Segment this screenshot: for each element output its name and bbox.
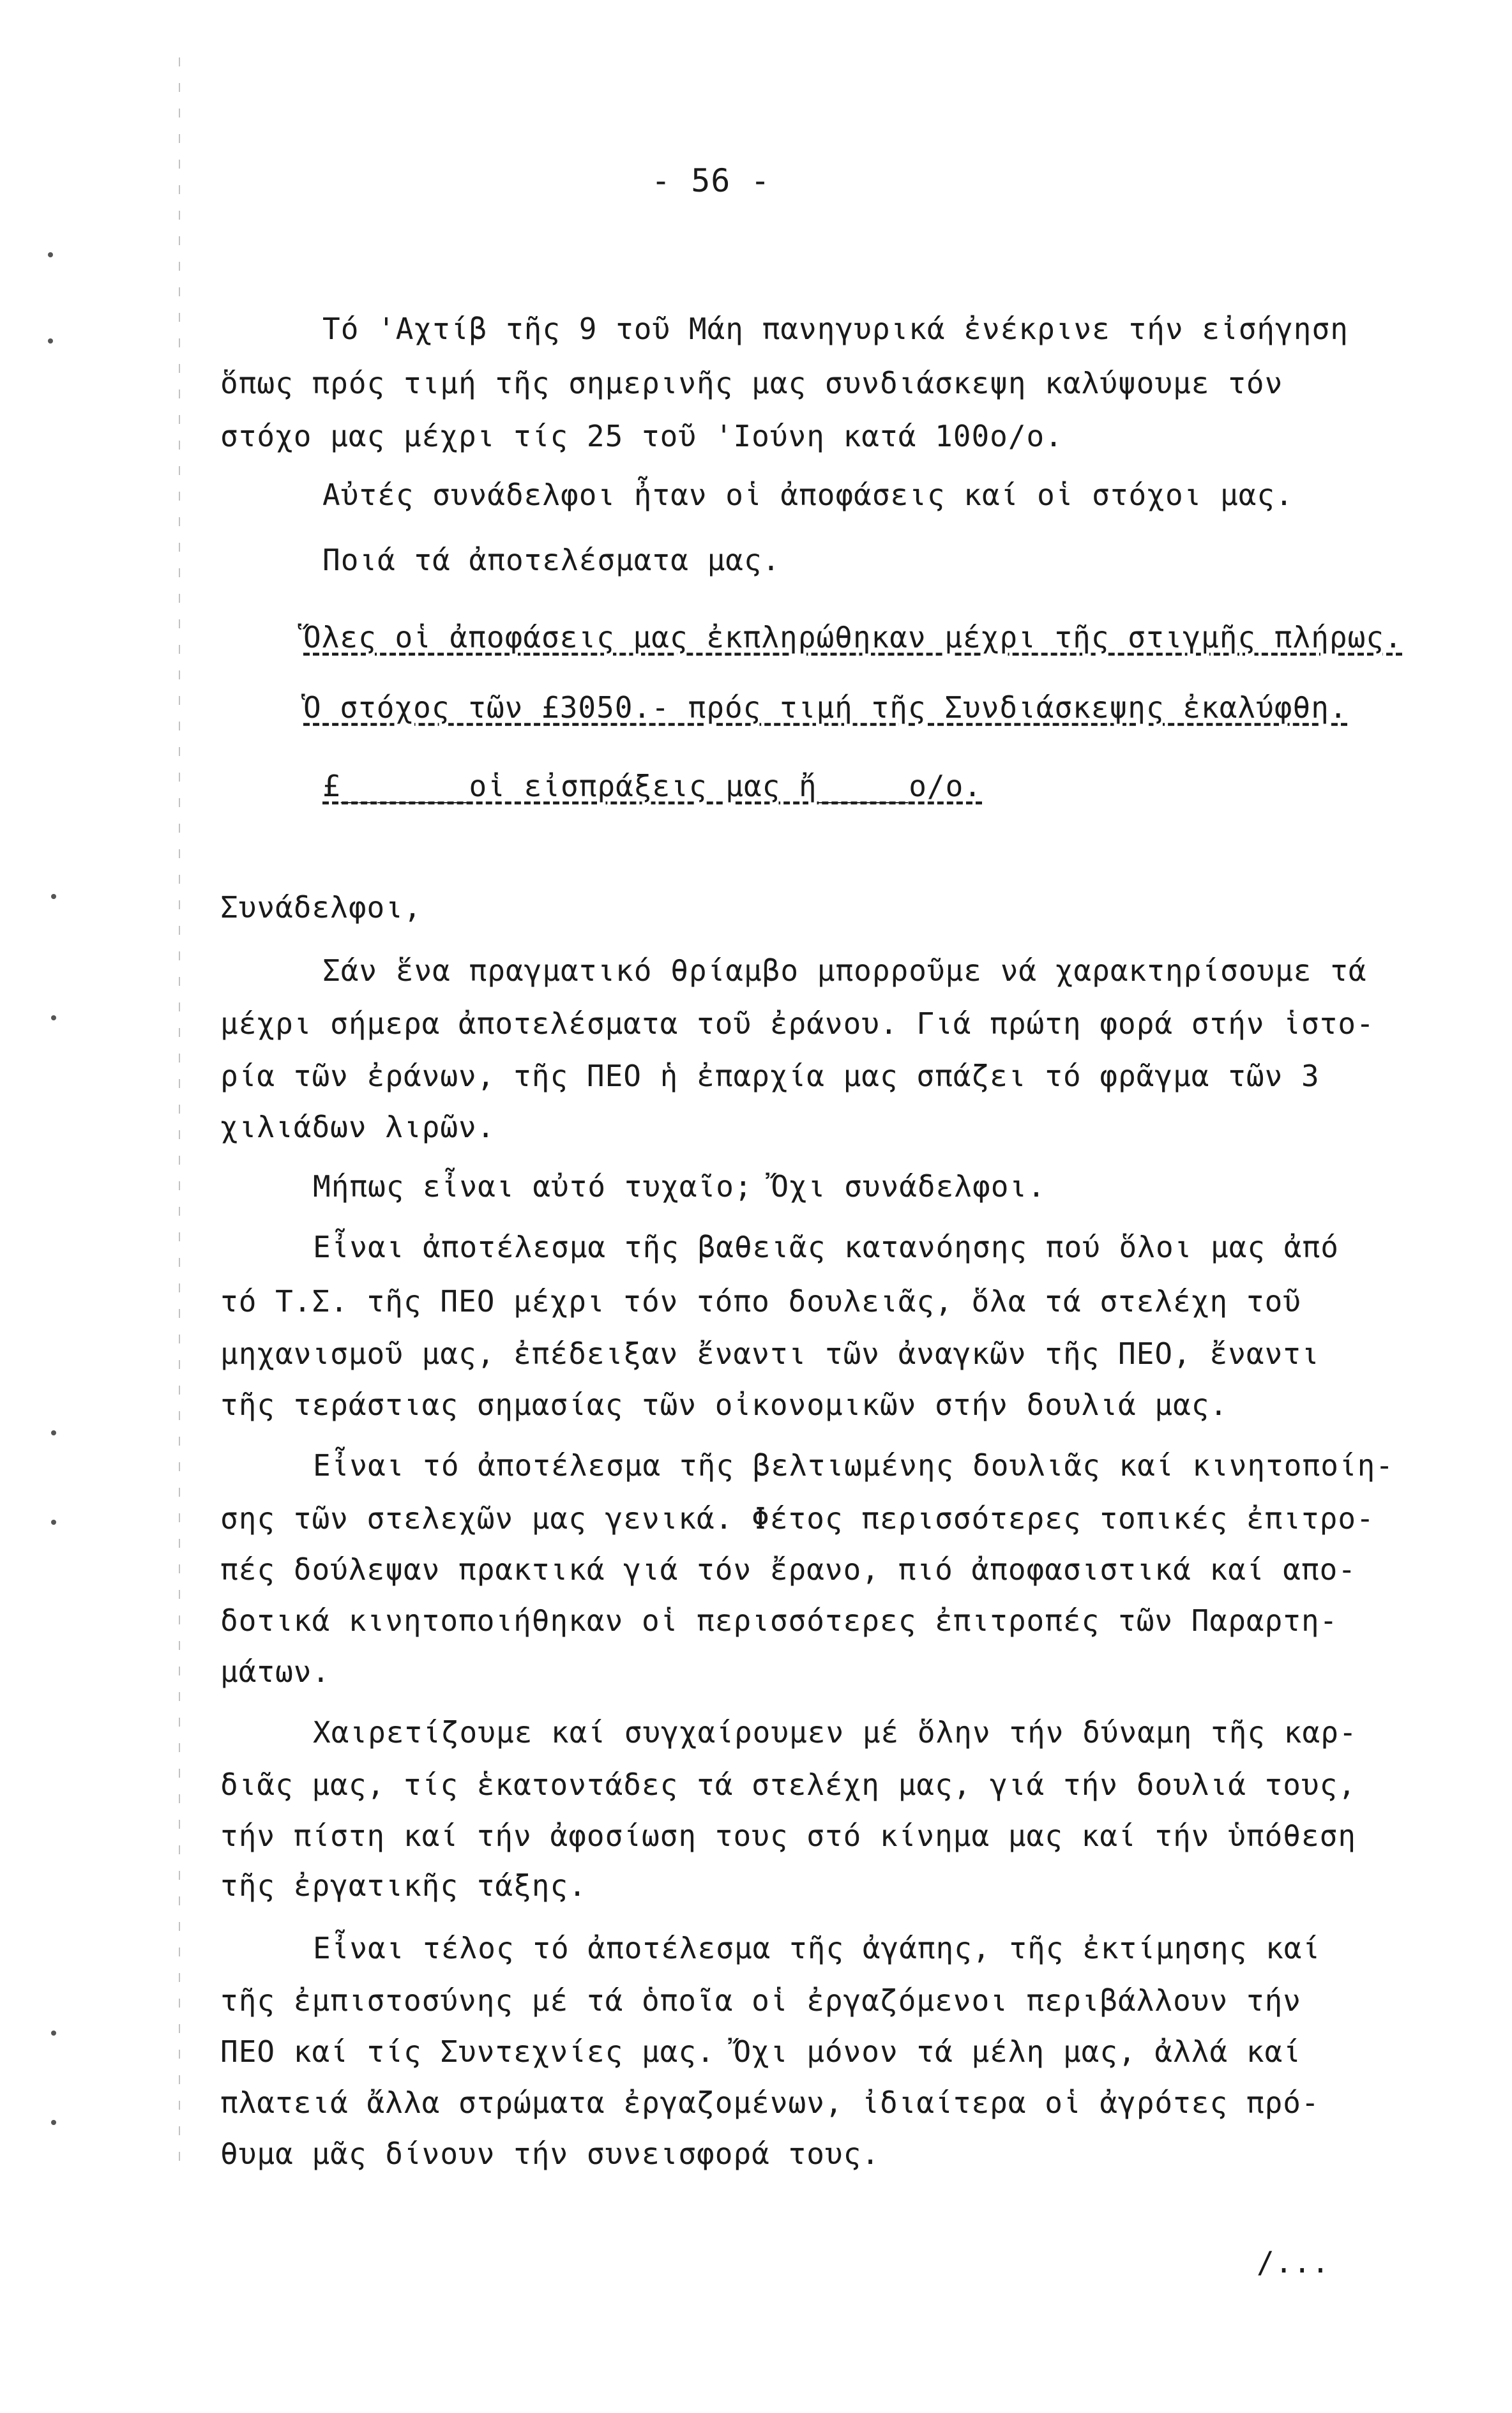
text-line: Μήπως εἶναι αὐτό τυχαῖο; Ὄχι συνάδελφοι.	[313, 1169, 1046, 1204]
text-line: μάτων.	[220, 1654, 331, 1689]
text-line: Χαιρετίζουμε καί συγχαίρουμεν μέ ὅλην τήν δύναμη τῆς καρ-	[313, 1715, 1357, 1750]
text-line: μηχανισμοῦ μας, ἐπέδειξαν ἔναντι τῶν ἀναγκῶν τῆς ΠΕΟ, ἔναντι	[220, 1336, 1320, 1371]
scan-speck	[51, 1430, 56, 1435]
text-line: τήν πίστη καί τήν ἀφοσίωση τους στό κίνημα μας καί τήν ὑπόθεση	[220, 1819, 1357, 1853]
text-line: Τό 'Αχτίβ τῆς 9 τοῦ Μάη πανηγυρικά ἐνέκρινε τήν εἰσήγηση	[322, 312, 1349, 346]
scan-speck	[48, 252, 53, 257]
text-line: δοτικά κινητοποιήθηκαν οἱ περισσότερες ἐπιτροπές τῶν Παραρτη-	[220, 1603, 1338, 1638]
continuation-mark: /...	[1257, 2245, 1330, 2280]
text-line: μέχρι σήμερα ἀποτελέσματα τοῦ ἐράνου. Γιά πρώτη φορά στήν ἱστο-	[220, 1006, 1375, 1041]
scan-speck	[48, 338, 53, 344]
scan-speck	[51, 1015, 56, 1020]
text-line: Εἶναι τέλος τό ἀποτέλεσμα τῆς ἀγάπης, τῆς ἐκτίμησης καί	[313, 1931, 1321, 1965]
text-line: στόχο μας μέχρι τίς 25 τοῦ 'Ιούνη κατά 100ο/ο.	[220, 419, 1063, 453]
text-line: πλατειά ἄλλα στρώματα ἐργαζομένων, ἰδιαίτερα οἱ ἀγρότες πρό-	[220, 2085, 1320, 2120]
underlined-line: £_______οἱ εἰσπράξεις μας ἤ_____ο/ο.	[322, 769, 982, 803]
text-line: Αὐτές συνάδελφοι ἦταν οἱ ἀποφάσεις καί οἱ στόχοι μας.	[322, 478, 1294, 512]
text-line: διᾶς μας, τίς ἑκατοντάδες τά στελέχη μας, γιά τήν δουλιά τους,	[220, 1767, 1357, 1802]
text-line: Εἶναι ἀποτέλεσμα τῆς βαθειᾶς κατανόησης πού ὅλοι μας ἀπό	[313, 1230, 1339, 1264]
text-line: θυμα μᾶς δίνουν τήν συνεισφορά τους.	[220, 2137, 880, 2171]
text-line: τό Τ.Σ. τῆς ΠΕΟ μέχρι τόν τόπο δουλειᾶς, ὅλα τά στελέχη τοῦ	[220, 1284, 1301, 1319]
text-line: τῆς ἐργατικῆς τάξης.	[220, 1868, 587, 1903]
text-line: ρία τῶν ἐράνων, τῆς ΠΕΟ ἡ ἐπαρχία μας σπάζει τό φρᾶγμα τῶν 3	[220, 1059, 1320, 1093]
text-line: τῆς ἐμπιστοσύνης μέ τά ὁποῖα οἱ ἐργαζόμενοι περιβάλλουν τήν	[220, 1983, 1301, 2018]
scan-speck	[51, 1520, 56, 1525]
underlined-line: Ὁ στόχος τῶν £3050.- πρός τιμή τῆς Συνδιάσκεψης ἐκαλύφθη.	[303, 690, 1348, 725]
text-line: Ποιά τά ἀποτελέσματα μας.	[322, 543, 781, 577]
scan-speck	[51, 2031, 56, 2036]
text-line: Εἶναι τό ἀποτέλεσμα τῆς βελτιωμένης δουλιᾶς καί κινητοποίη-	[313, 1448, 1394, 1483]
text-line: ΠΕΟ καί τίς Συντεχνίες μας. Ὄχι μόνον τά μέλη μας, ἀλλά καί	[220, 2034, 1301, 2069]
scan-speck	[51, 2120, 56, 2125]
text-line: χιλιάδων λιρῶν.	[220, 1110, 495, 1144]
text-line: ὅπως πρός τιμή τῆς σημερινῆς μας συνδιάσκεψη καλύψουμε τόν	[220, 366, 1283, 400]
margin-rule	[179, 57, 180, 2165]
text-line: Σάν ἕνα πραγματικό θρίαμβο μπορροῦμε νά χαρακτηρίσουμε τά	[322, 953, 1367, 988]
text-line: τῆς τεράστιας σημασίας τῶν οἰκονομικῶν στήν δουλιά μας.	[220, 1388, 1228, 1422]
underlined-line: Ὅλες οἱ ἀποφάσεις μας ἐκπληρώθηκαν μέχρι τῆς στιγμῆς πλήρως.	[303, 620, 1403, 654]
salutation: Συνάδελφοι,	[220, 890, 422, 925]
text-line: πές δούλεψαν πρακτικά γιά τόν ἔρανο, πιό ἀποφασιστικά καί απο-	[220, 1552, 1357, 1587]
scan-speck	[51, 894, 56, 899]
text-line: σης τῶν στελεχῶν μας γενικά. Φέτος περισσότερες τοπικές ἐπιτρο-	[220, 1501, 1375, 1536]
page-number: - 56 -	[651, 162, 771, 199]
